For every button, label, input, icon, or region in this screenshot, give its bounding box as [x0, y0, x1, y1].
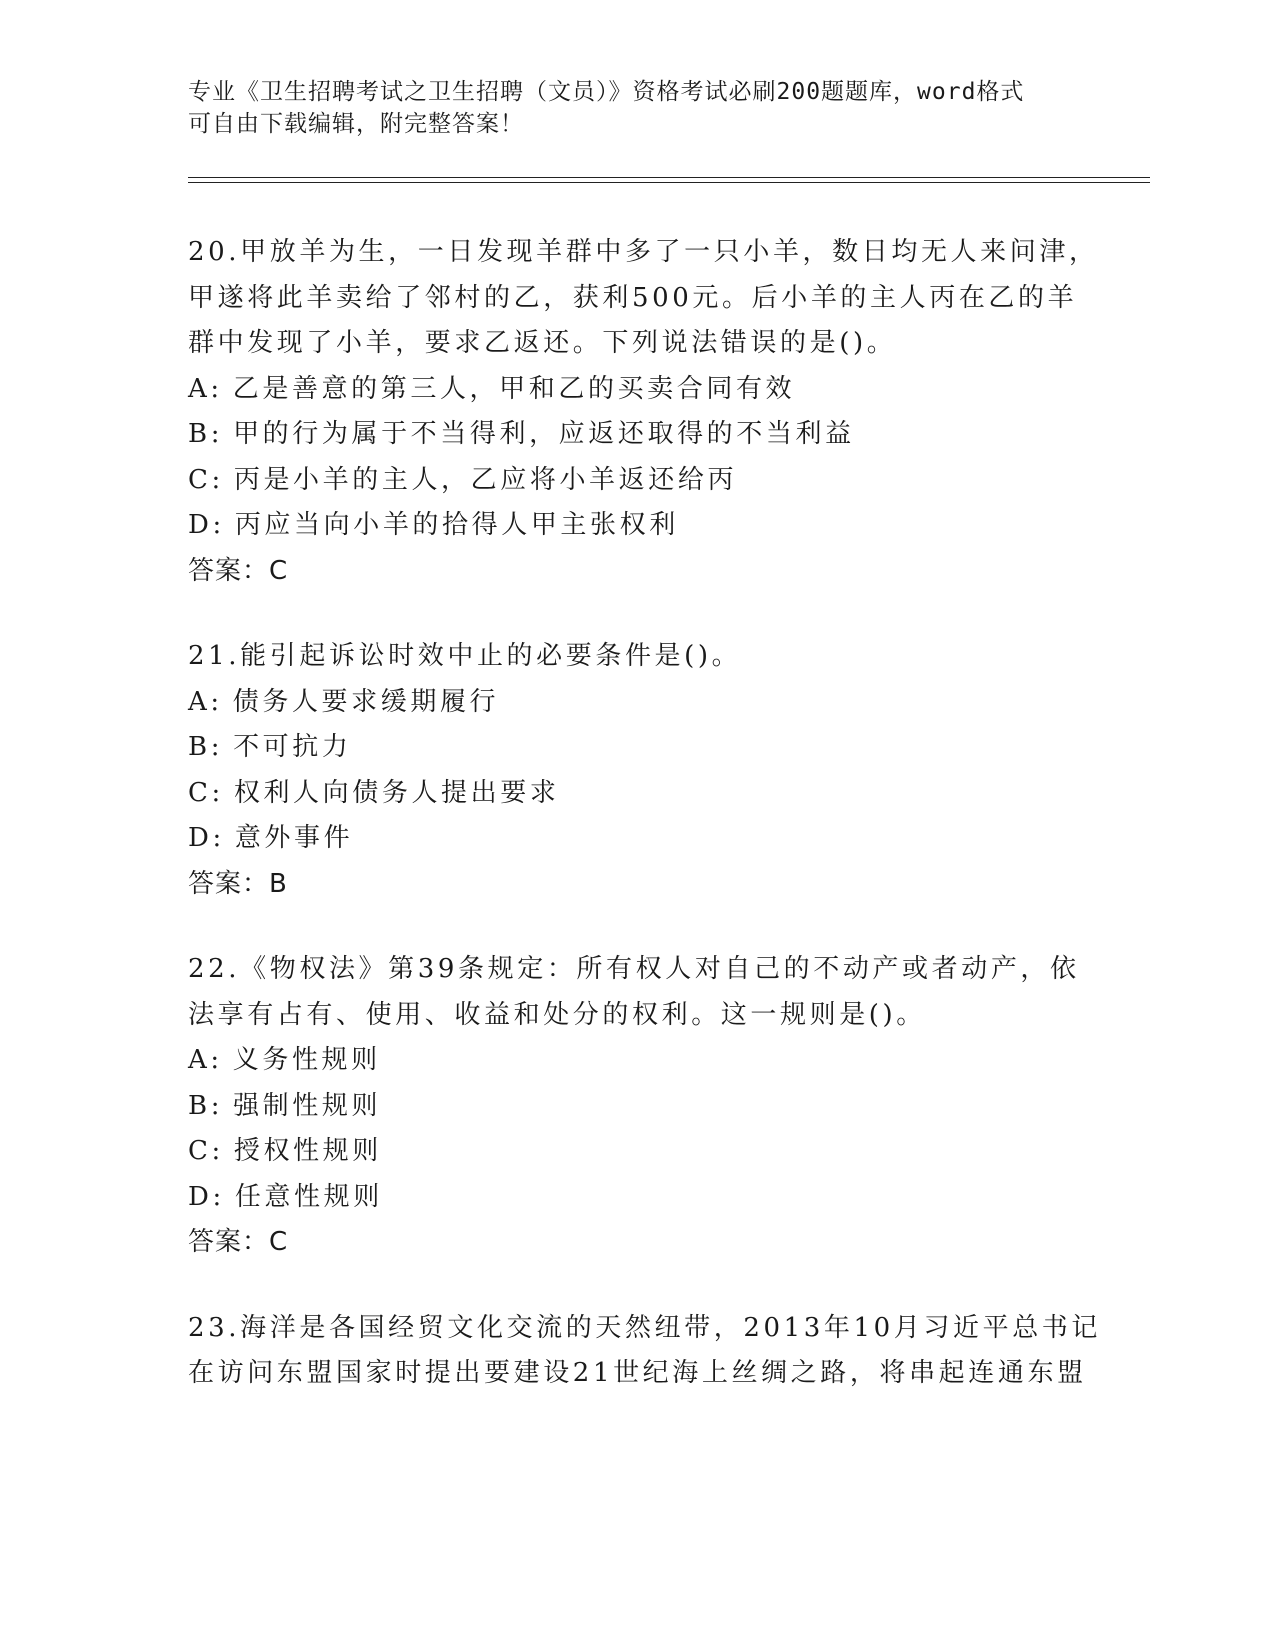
header-divider-bottom: [188, 182, 1150, 183]
answer-option: [188, 412, 1088, 458]
option-label: A:: [188, 373, 223, 404]
option-text: 乙是善意的第三人，甲和乙的买卖合同有效: [232, 373, 796, 404]
option-label: C:: [188, 1136, 224, 1166]
option-text: 义务性规则: [232, 1045, 381, 1075]
question-block: [188, 230, 1099, 594]
question-block: [188, 1306, 1102, 1397]
question-list: [188, 230, 1102, 1437]
option-text: 不可抗力: [233, 732, 352, 762]
answer-option: [188, 816, 1088, 862]
answer-option: [188, 771, 1088, 817]
option-label: D:: [188, 823, 225, 853]
option-label: A:: [188, 686, 223, 717]
option-text: 强制性规则: [233, 1090, 382, 1121]
header-line-2: 可自由下载编辑，附完整答案！: [188, 111, 524, 137]
answer-option: [188, 1129, 1088, 1175]
header-divider-top: [188, 177, 1150, 178]
option-text: 权利人向债务人提出要求: [233, 777, 560, 808]
option-label: D:: [188, 1181, 225, 1212]
question-stem-line: 22.《物权法》第39条规定：所有权人对自己的不动产或者动产，依: [188, 954, 1080, 984]
answer-option: [188, 725, 1088, 771]
answer-option: [188, 1175, 1088, 1221]
answer-option: [188, 458, 1088, 504]
answer-key: 答案：B: [188, 868, 288, 899]
option-label: B:: [188, 1090, 224, 1121]
question-stem-line: 群中发现了小羊，要求乙返还。下列说法错误的是()。: [188, 328, 897, 358]
option-label: C:: [188, 777, 224, 808]
answer-key: 答案：C: [188, 555, 289, 586]
answer-option: [188, 680, 1088, 726]
question-block: [188, 947, 1088, 1266]
question-stem-line: 21.能引起诉讼时效中止的必要条件是()。: [188, 641, 742, 671]
option-label: B:: [188, 732, 224, 762]
option-text: 授权性规则: [233, 1136, 382, 1166]
option-text: 丙应当向小羊的拾得人甲主张权利: [234, 510, 679, 540]
option-label: C:: [188, 464, 224, 495]
header-line-1: 专业《卫生招聘考试之卫生招聘（文员）》资格考试必刷200题题库，word格式: [188, 79, 1025, 105]
answer-option: [188, 503, 1088, 549]
option-text: 任意性规则: [234, 1181, 383, 1212]
option-text: 意外事件: [234, 823, 354, 853]
document-header: [188, 76, 1088, 140]
question-stem-line: 法享有占有、使用、收益和处分的权利。这一规则是()。: [188, 999, 926, 1030]
question-block: [188, 634, 1088, 907]
question-stem-line: 20.甲放羊为生，一日发现羊群中多了一只小羊，数日均无人来问津，: [188, 237, 1099, 267]
answer-option: [188, 1038, 1088, 1084]
answer-option: [188, 1084, 1088, 1130]
question-stem-line: 甲遂将此羊卖给了邻村的乙，获利500元。后小羊的主人丙在乙的羊: [188, 282, 1078, 313]
option-label: D:: [188, 510, 225, 540]
option-text: 甲的行为属于不当得利，应返还取得的不当利益: [233, 419, 855, 449]
answer-option: [188, 367, 1088, 413]
question-stem-line: 23.海洋是各国经贸文化交流的天然纽带，2013年10月习近平总书记: [188, 1312, 1102, 1343]
option-label: A:: [188, 1045, 223, 1075]
option-text: 丙是小羊的主人，乙应将小羊返还给丙: [233, 464, 738, 495]
option-text: 债务人要求缓期履行: [232, 686, 500, 717]
question-stem-line: 在访问东盟国家时提出要建设21世纪海上丝绸之路，将串起连通东盟: [188, 1358, 1087, 1388]
option-label: B:: [188, 419, 224, 449]
answer-key: 答案：C: [188, 1227, 289, 1257]
